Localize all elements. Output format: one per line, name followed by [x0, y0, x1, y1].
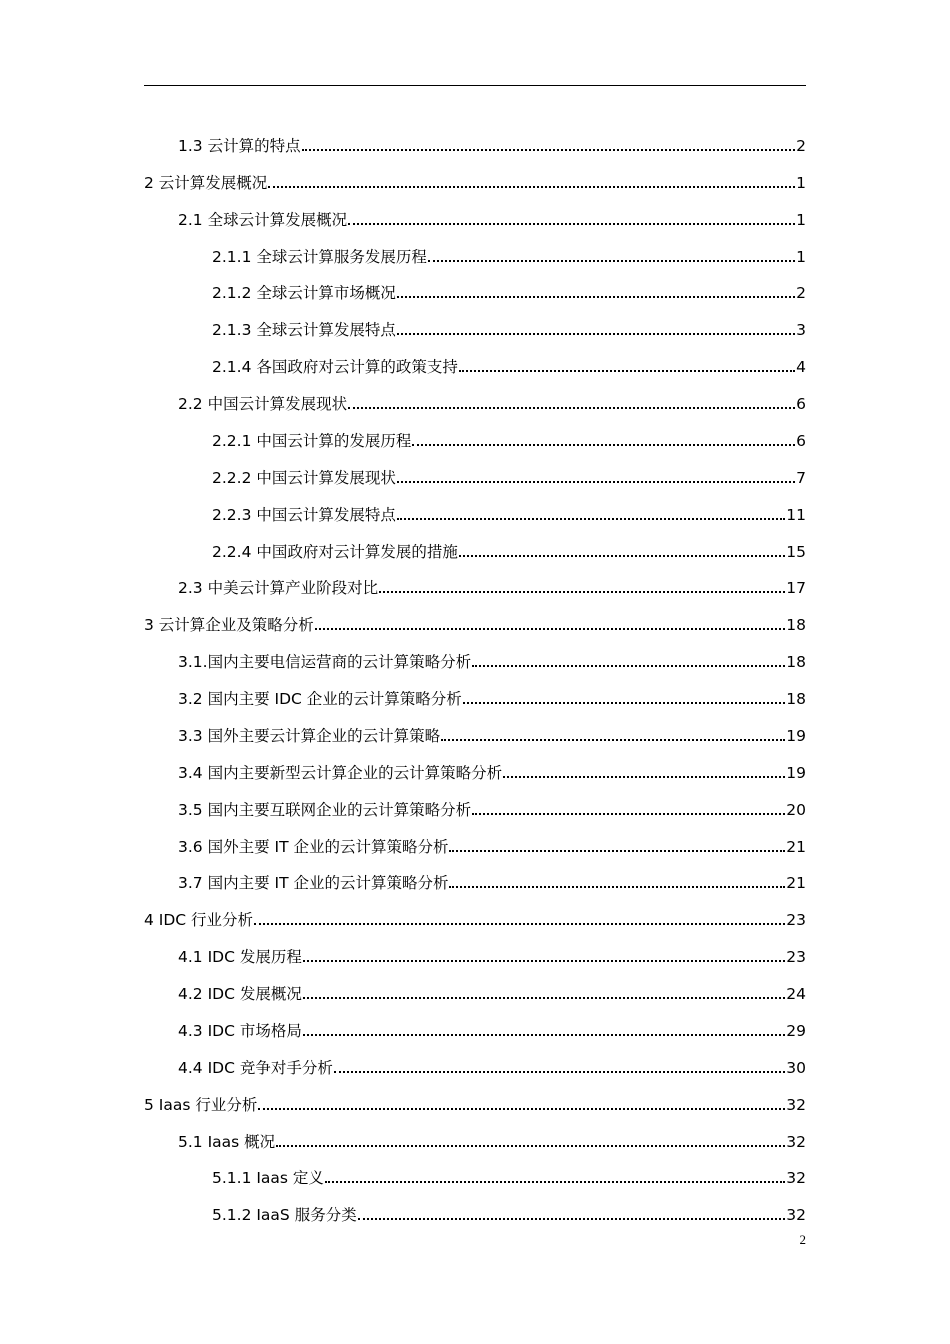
- toc-dot-leader: [397, 481, 795, 483]
- toc-entry-title: 3.5 国内主要互联网企业的云计算策略分析: [178, 800, 472, 819]
- toc-dot-leader: [315, 628, 785, 630]
- toc-entry-page: 29: [786, 1021, 806, 1040]
- toc-entry-title: 3.7 国内主要 IT 企业的云计算策略分析: [178, 874, 449, 893]
- toc-entry-page: 2: [796, 136, 806, 155]
- toc-entry-page: 23: [786, 911, 806, 930]
- toc-entry-page: 19: [786, 726, 806, 745]
- toc-entry-page: 1: [796, 173, 806, 192]
- toc-entry-page: 21: [786, 837, 806, 856]
- toc-entry[interactable]: [144, 377, 806, 414]
- toc-dot-leader: [268, 186, 795, 188]
- toc-dot-leader: [397, 333, 795, 335]
- toc-dot-leader: [459, 370, 795, 372]
- toc-entry-page: 32: [786, 1169, 806, 1188]
- toc-dot-leader: [449, 886, 785, 888]
- toc-entry-page: 6: [796, 395, 806, 413]
- toc-entry[interactable]: [144, 267, 806, 304]
- toc-entry[interactable]: [144, 598, 806, 635]
- toc-entry-title: 2.2.3 中国云计算发展特点: [212, 505, 396, 524]
- toc-entry[interactable]: [144, 1041, 806, 1078]
- toc-entry[interactable]: [144, 1188, 806, 1225]
- toc-dot-leader: [449, 850, 785, 852]
- toc-entry-title: 3.1.国内主要电信运营商的云计算策略分析: [178, 653, 472, 672]
- toc-entry[interactable]: [144, 709, 806, 746]
- toc-entry-page: 18: [786, 690, 806, 708]
- toc-entry-page: 32: [786, 1132, 806, 1151]
- toc-dot-leader: [325, 1181, 785, 1183]
- toc-entry[interactable]: [144, 967, 806, 1004]
- toc-dot-leader: [379, 591, 785, 593]
- toc-dot-leader: [397, 518, 785, 520]
- toc-entry[interactable]: [144, 783, 806, 820]
- toc-dot-leader: [254, 923, 785, 925]
- toc-dot-leader: [348, 223, 795, 225]
- toc-entry-title: 3.2 国内主要 IDC 企业的云计算策略分析: [178, 690, 462, 708]
- toc-dot-leader: [358, 1218, 786, 1220]
- toc-entry[interactable]: [144, 820, 806, 857]
- toc-dot-leader: [303, 1034, 785, 1036]
- toc-entry-title: 5.1 Iaas 概况: [178, 1132, 276, 1151]
- toc-entry[interactable]: [144, 672, 806, 709]
- toc-entry-page: 18: [786, 653, 806, 672]
- toc-entry[interactable]: [144, 414, 806, 451]
- toc-dot-leader: [472, 665, 785, 667]
- toc-entry-page: 17: [786, 579, 806, 598]
- toc-entry-title: 2.1.1 全球云计算服务发展历程: [212, 247, 427, 266]
- toc-entry[interactable]: [144, 930, 806, 967]
- toc-entry-title: 5.1.2 IaaS 服务分类: [212, 1206, 357, 1225]
- toc-entry-title: 4.3 IDC 市场格局: [178, 1021, 302, 1040]
- toc-entry[interactable]: [144, 156, 806, 193]
- toc-entry-page: 23: [786, 948, 806, 967]
- toc-entry[interactable]: [144, 893, 806, 930]
- toc-entry-title: 2.2.4 中国政府对云计算发展的措施: [212, 542, 458, 561]
- toc-entry-title: 4 IDC 行业分析: [144, 911, 254, 930]
- toc-entry[interactable]: [144, 635, 806, 672]
- toc-entry-title: 2.1 全球云计算发展概况: [178, 210, 348, 229]
- toc-entry[interactable]: [144, 1078, 806, 1115]
- toc-dot-leader: [334, 1071, 785, 1073]
- toc-dot-leader: [276, 1145, 785, 1147]
- toc-entry[interactable]: [144, 1115, 806, 1152]
- toc-entry[interactable]: [144, 451, 806, 488]
- toc-dot-leader: [503, 776, 785, 778]
- toc-dot-leader: [348, 407, 795, 409]
- table-of-contents: [144, 119, 806, 1225]
- toc-entry-title: 2.1.2 全球云计算市场概况: [212, 284, 396, 303]
- toc-entry[interactable]: [144, 119, 806, 156]
- toc-dot-leader: [463, 702, 786, 704]
- toc-dot-leader: [459, 555, 785, 557]
- toc-entry-title: 4.1 IDC 发展历程: [178, 948, 302, 967]
- toc-entry-title: 2.3 中美云计算产业阶段对比: [178, 579, 379, 598]
- toc-dot-leader: [441, 739, 785, 741]
- toc-entry-title: 2.2 中国云计算发展现状: [178, 395, 348, 413]
- toc-dot-leader: [412, 444, 795, 446]
- toc-entry[interactable]: [144, 488, 806, 525]
- toc-entry[interactable]: [144, 1152, 806, 1189]
- toc-entry-page: 20: [786, 800, 806, 819]
- toc-entry-title: 3.3 国外主要云计算企业的云计算策略: [178, 726, 441, 745]
- toc-entry-page: 21: [786, 874, 806, 893]
- toc-entry-title: 3.6 国外主要 IT 企业的云计算策略分析: [178, 837, 449, 856]
- toc-entry-page: 32: [786, 1095, 806, 1114]
- toc-dot-leader: [472, 813, 785, 815]
- toc-entry[interactable]: [144, 1004, 806, 1041]
- toc-entry-page: 15: [786, 542, 806, 561]
- toc-entry-page: 4: [796, 358, 806, 377]
- toc-dot-leader: [428, 260, 795, 262]
- toc-entry[interactable]: [144, 562, 806, 599]
- toc-entry[interactable]: [144, 340, 806, 377]
- toc-entry-title: 2.2.1 中国云计算的发展历程: [212, 431, 412, 450]
- toc-dot-leader: [258, 1108, 785, 1110]
- toc-entry-title: 4.2 IDC 发展概况: [178, 985, 302, 1003]
- toc-entry[interactable]: [144, 525, 806, 562]
- footer-page-number: 2: [799, 1232, 806, 1247]
- toc-entry[interactable]: [144, 193, 806, 230]
- toc-dot-leader: [303, 997, 785, 999]
- toc-dot-leader: [303, 960, 785, 962]
- toc-entry-page: 11: [786, 505, 806, 524]
- toc-entry-page: 3: [796, 321, 806, 340]
- toc-entry-page: 30: [786, 1058, 806, 1077]
- toc-entry-title: 2.2.2 中国云计算发展现状: [212, 468, 396, 487]
- toc-entry-title: 4.4 IDC 竞争对手分析: [178, 1058, 333, 1077]
- toc-entry-title: 2.1.4 各国政府对云计算的政策支持: [212, 358, 458, 377]
- toc-entry-title: 1.3 云计算的特点: [178, 136, 301, 155]
- toc-entry-page: 32: [786, 1206, 806, 1225]
- toc-entry-page: 24: [786, 985, 806, 1003]
- toc-dot-leader: [302, 149, 796, 151]
- toc-entry-page: 6: [796, 431, 806, 450]
- toc-entry-title: 3.4 国内主要新型云计算企业的云计算策略分析: [178, 763, 503, 782]
- toc-entry-page: 2: [796, 284, 806, 303]
- toc-entry-page: 18: [786, 616, 806, 635]
- toc-entry[interactable]: [144, 857, 806, 894]
- toc-entry[interactable]: [144, 746, 806, 783]
- toc-entry-title: 5.1.1 Iaas 定义: [212, 1169, 324, 1188]
- toc-entry-title: 3 云计算企业及策略分析: [144, 616, 314, 635]
- toc-entry-page: 19: [786, 763, 806, 782]
- toc-entry-page: 1: [796, 247, 806, 266]
- toc-entry[interactable]: [144, 303, 806, 340]
- toc-entry-page: 7: [796, 468, 806, 487]
- toc-entry-title: 2 云计算发展概况: [144, 173, 268, 192]
- header-rule: [144, 85, 806, 86]
- toc-entry[interactable]: [144, 230, 806, 267]
- toc-dot-leader: [397, 296, 795, 298]
- toc-entry-page: 1: [796, 210, 806, 229]
- toc-entry-title: 5 Iaas 行业分析: [144, 1095, 258, 1114]
- toc-entry-title: 2.1.3 全球云计算发展特点: [212, 321, 396, 340]
